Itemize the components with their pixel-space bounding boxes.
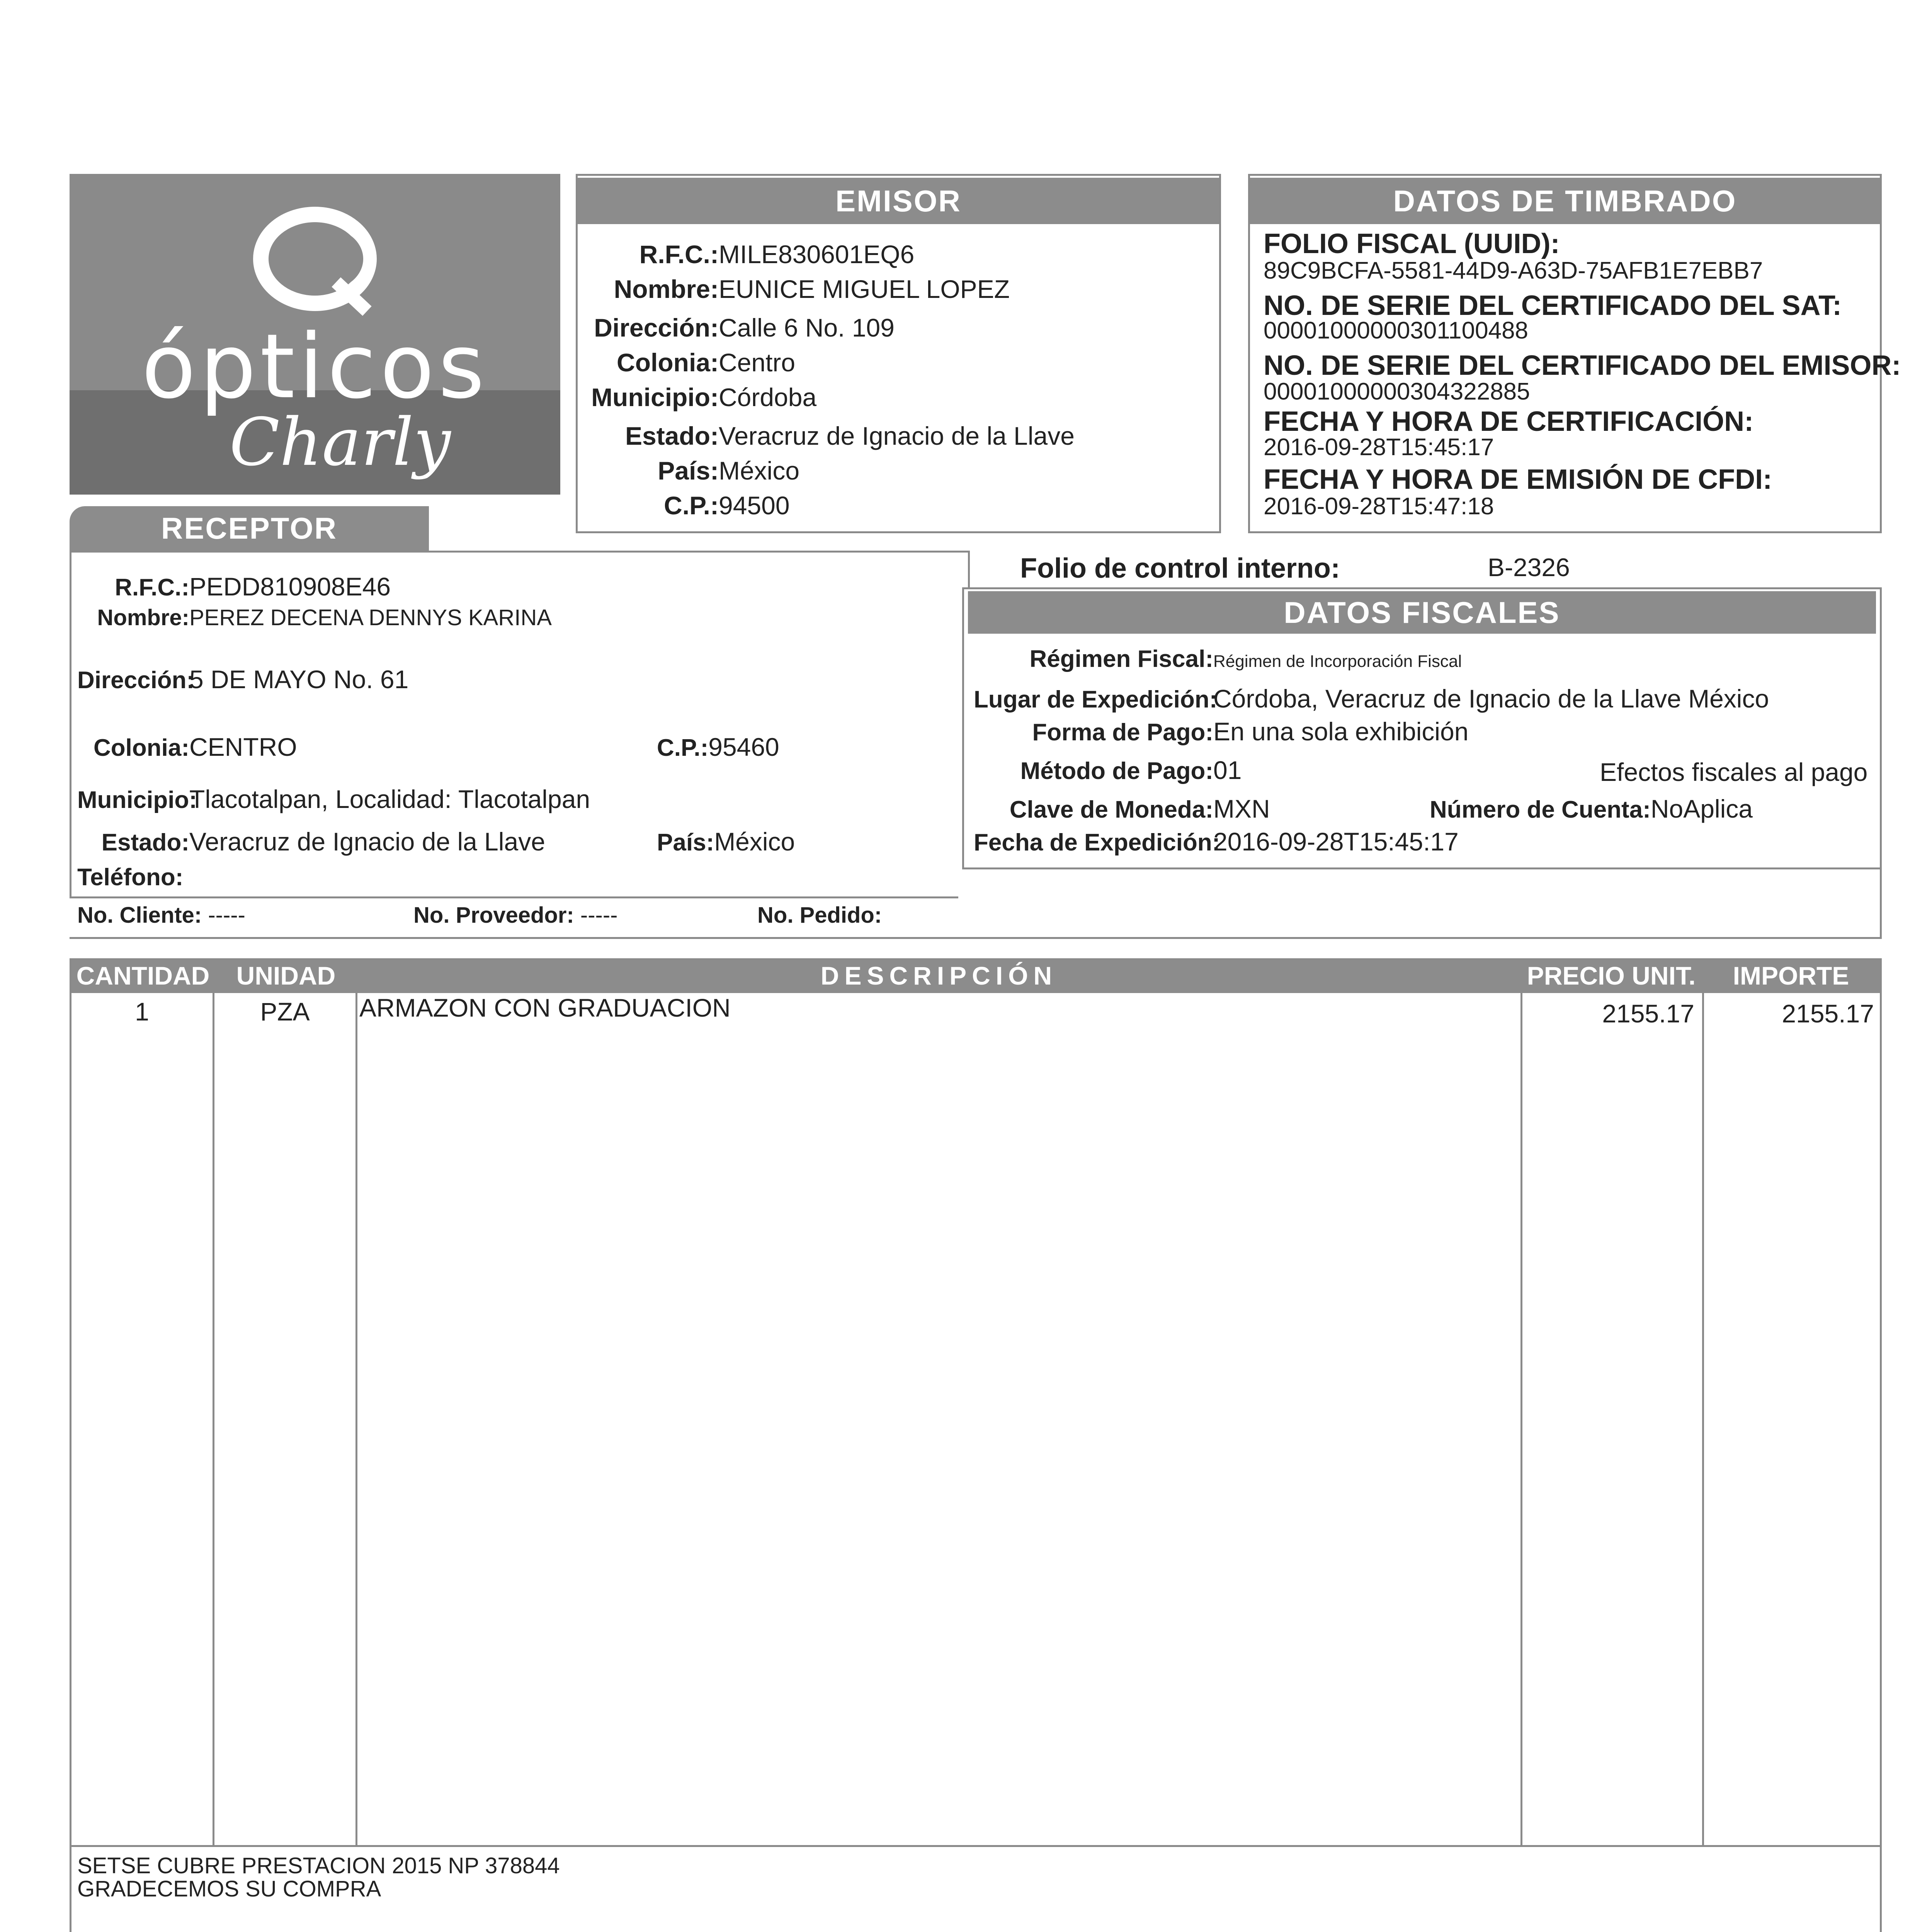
emisor-nombre-label: Nombre: bbox=[614, 275, 719, 303]
proveedor-label: No. Proveedor: bbox=[413, 903, 574, 928]
note-line-1: SETSE CUBRE PRESTACION 2015 NP 378844 bbox=[77, 1853, 560, 1878]
emisor-municipio: Córdoba bbox=[719, 383, 817, 412]
col-descripcion-header: DESCRIPCIÓN bbox=[820, 961, 1058, 990]
metodo-label: Método de Pago: bbox=[1020, 758, 1213, 784]
row-importe: 2155.17 bbox=[1782, 999, 1874, 1028]
cert-emisor-value: 00001000000304322885 bbox=[1264, 378, 1530, 405]
receptor-estado: Veracruz de Ignacio de la Llave bbox=[189, 827, 545, 856]
cert-sat-label: NO. DE SERIE DEL CERTIFICADO DEL SAT: bbox=[1264, 290, 1842, 321]
receptor-pais-label: País: bbox=[657, 829, 714, 856]
row-descripcion: ARMAZON CON GRADUACION bbox=[359, 993, 731, 1022]
cuenta-value: NoAplica bbox=[1650, 794, 1753, 823]
receptor-header: RECEPTOR bbox=[70, 506, 429, 551]
receptor-nombre: PEREZ DECENA DENNYS KARINA bbox=[189, 605, 552, 630]
receptor-colonia-label: Colonia: bbox=[94, 735, 189, 761]
row-cantidad: 1 bbox=[135, 997, 149, 1026]
lugar-label: Lugar de Expedición: bbox=[974, 686, 1218, 713]
col-precio-header: PRECIO UNIT. bbox=[1527, 961, 1696, 990]
emisor-municipio-label: Municipio: bbox=[591, 383, 719, 412]
receptor-box-ext bbox=[958, 869, 1882, 939]
emisor-estado-label: Estado: bbox=[625, 422, 719, 450]
note-line-2: GRADECEMOS SU COMPRA bbox=[77, 1876, 381, 1901]
col-cantidad-header: CANTIDAD bbox=[76, 961, 210, 990]
moneda-label: Clave de Moneda: bbox=[1009, 796, 1213, 823]
receptor-estado-label: Estado: bbox=[101, 829, 189, 856]
emisor-cp-label: C.P.: bbox=[664, 491, 719, 520]
col-importe-header: IMPORTE bbox=[1733, 961, 1849, 990]
forma-label: Forma de Pago: bbox=[1032, 719, 1213, 746]
receptor-direccion-label: Dirección: bbox=[77, 667, 195, 694]
regimen-label: Régimen Fiscal: bbox=[1029, 646, 1213, 672]
receptor-nombre-label: Nombre: bbox=[97, 605, 189, 630]
fecha-exp-label: Fecha de Expedición: bbox=[974, 829, 1220, 856]
receptor-rfc: PEDD810908E46 bbox=[189, 572, 391, 601]
cliente-value: ----- bbox=[208, 903, 245, 928]
receptor-rfc-label: R.F.C.: bbox=[115, 574, 189, 601]
cert-sat-value: 00001000000301100488 bbox=[1264, 317, 1529, 344]
uuid-label: FOLIO FISCAL (UUID): bbox=[1264, 228, 1560, 259]
cuenta-label: Número de Cuenta: bbox=[1430, 796, 1651, 823]
regimen-value: Régimen de Incorporación Fiscal bbox=[1213, 652, 1462, 671]
logo-brand: ópticos bbox=[141, 315, 488, 418]
fiscales-header: DATOS FISCALES bbox=[968, 591, 1876, 634]
receptor-pais: México bbox=[714, 827, 795, 856]
emisor-colonia: Centro bbox=[719, 348, 796, 377]
row-precio: 2155.17 bbox=[1602, 999, 1694, 1028]
receptor-cp-label: C.P.: bbox=[657, 735, 709, 761]
uuid-value: 89C9BCFA-5581-44D9-A63D-75AFB1E7EBB7 bbox=[1264, 257, 1763, 284]
efectos-value: Efectos fiscales al pago bbox=[1600, 758, 1868, 786]
fecha-emision-label: FECHA Y HORA DE EMISIÓN DE CFDI: bbox=[1264, 464, 1772, 495]
receptor-direccion: 5 DE MAYO No. 61 bbox=[189, 665, 409, 694]
moneda-value: MXN bbox=[1213, 794, 1270, 823]
cert-emisor-label: NO. DE SERIE DEL CERTIFICADO DEL EMISOR: bbox=[1264, 350, 1901, 381]
emisor-rfc-label: R.F.C.: bbox=[639, 240, 719, 269]
receptor-colonia: CENTRO bbox=[189, 733, 297, 761]
timbrado-header: DATOS DE TIMBRADO bbox=[1250, 178, 1880, 224]
emisor-direccion-label: Dirección: bbox=[594, 313, 719, 342]
receptor-municipio-label: Municipio: bbox=[77, 787, 197, 813]
emisor-direccion: Calle 6 No. 109 bbox=[719, 313, 895, 342]
metodo-value: 01 bbox=[1213, 756, 1242, 784]
fecha-cert-label: FECHA Y HORA DE CERTIFICACIÓN: bbox=[1264, 406, 1754, 437]
pedido-label: No. Pedido: bbox=[757, 903, 882, 928]
receptor-municipio: Tlacotalpan, Localidad: Tlacotalpan bbox=[189, 785, 590, 813]
items-table bbox=[70, 958, 1882, 1847]
folio-control-label: Folio de control interno: bbox=[1020, 553, 1340, 584]
folio-control-value: B-2326 bbox=[1488, 553, 1570, 582]
cliente-label: No. Cliente: bbox=[77, 903, 202, 928]
fecha-cert-value: 2016-09-28T15:45:17 bbox=[1264, 434, 1494, 461]
fecha-exp-value: 2016-09-28T15:45:17 bbox=[1213, 827, 1459, 856]
company-logo bbox=[70, 174, 560, 495]
emisor-pais: México bbox=[719, 456, 800, 485]
receptor-telefono-label: Teléfono: bbox=[77, 864, 184, 891]
emisor-estado: Veracruz de Ignacio de la Llave bbox=[719, 422, 1075, 450]
emisor-nombre: EUNICE MIGUEL LOPEZ bbox=[719, 275, 1010, 303]
logo-sub: Charly bbox=[229, 404, 451, 481]
emisor-cp: 94500 bbox=[719, 491, 790, 520]
receptor-cp: 95460 bbox=[708, 733, 779, 761]
col-unidad-header: UNIDAD bbox=[236, 961, 336, 990]
row-unidad: PZA bbox=[260, 997, 310, 1026]
emisor-colonia-label: Colonia: bbox=[617, 348, 719, 377]
folio-control bbox=[1020, 553, 1340, 584]
logo-mark-icon bbox=[251, 201, 379, 317]
proveedor-value: ----- bbox=[580, 903, 618, 928]
emisor-pais-label: País: bbox=[658, 456, 719, 485]
emisor-rfc: MILE830601EQ6 bbox=[719, 240, 915, 269]
lugar-value: Córdoba, Veracruz de Ignacio de la Llave México bbox=[1213, 684, 1769, 713]
forma-value: En una sola exhibición bbox=[1213, 717, 1469, 746]
fecha-emision-value: 2016-09-28T15:47:18 bbox=[1264, 493, 1494, 520]
emisor-header: EMISOR bbox=[578, 178, 1219, 224]
